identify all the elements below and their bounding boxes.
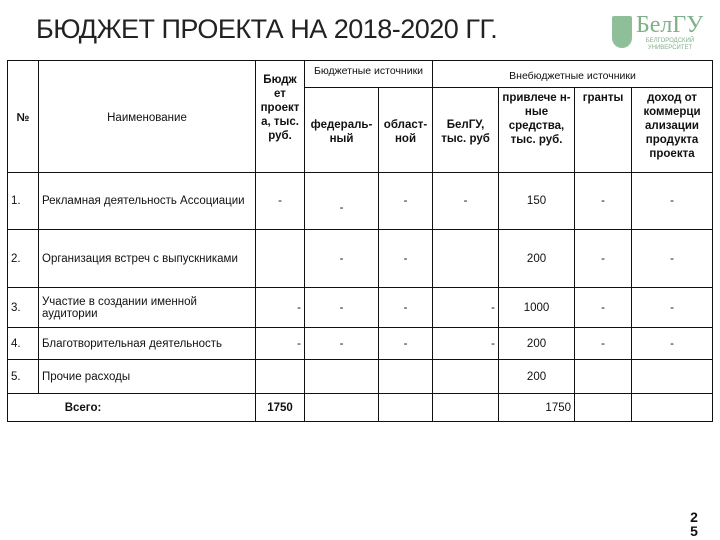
row-name: Организация встреч с выпускниками (39, 230, 256, 288)
header-budget-sources: Бюджетные источники (305, 61, 433, 88)
row-grants (575, 360, 632, 394)
row-attracted: 200 (499, 328, 575, 360)
row-budget (256, 360, 305, 394)
budget-table (7, 60, 713, 422)
row-num: 5. (8, 360, 39, 394)
row-num: 1. (8, 173, 39, 230)
table-row (8, 173, 713, 230)
header-grants: гранты (575, 88, 632, 173)
row-attracted: 1000 (499, 288, 575, 328)
header-num: № (8, 61, 39, 173)
table-row (8, 288, 713, 328)
row-regional: - (379, 328, 433, 360)
row-attracted: 150 (499, 173, 575, 230)
logo-subtitle: БЕЛГОРОДСКИЙ УНИВЕРСИТЕТ (645, 38, 695, 51)
total-label: Всего: (8, 394, 256, 422)
row-federal: - (305, 173, 379, 230)
row-commercial: - (632, 328, 713, 360)
table-row (8, 230, 713, 288)
row-attracted: 200 (499, 360, 575, 394)
row-regional: - (379, 288, 433, 328)
row-belgu (433, 230, 499, 288)
header-budget: Бюдж ет проект а, тыс. руб. (256, 61, 305, 173)
row-regional: - (379, 173, 433, 230)
total-attracted: 1750 (499, 394, 575, 422)
row-grants: - (575, 230, 632, 288)
row-belgu: - (433, 173, 499, 230)
logo-name: БелГУ (636, 12, 704, 38)
row-commercial: - (632, 288, 713, 328)
row-commercial (632, 360, 713, 394)
row-name: Благотворительная деятельность (39, 328, 256, 360)
row-federal (305, 360, 379, 394)
row-attracted: 200 (499, 230, 575, 288)
row-budget (256, 230, 305, 288)
row-num: 2. (8, 230, 39, 288)
row-belgu (433, 360, 499, 394)
header-belgu: БелГУ, тыс. руб (433, 88, 499, 173)
page-number: 2 5 (690, 509, 698, 539)
row-commercial: - (632, 173, 713, 230)
row-regional: - (379, 230, 433, 288)
row-num: 4. (8, 328, 39, 360)
row-belgu: - (433, 328, 499, 360)
row-regional (379, 360, 433, 394)
header-federal: федераль-ный (305, 88, 379, 173)
header-regional: област-ной (379, 88, 433, 173)
header-attracted: привлече н-ные средства, тыс. руб. (499, 88, 575, 173)
shield-icon (612, 16, 632, 48)
header-name: Наименование (39, 61, 256, 173)
total-budget: 1750 (256, 394, 305, 422)
row-federal: - (305, 230, 379, 288)
row-grants: - (575, 288, 632, 328)
row-name: Участие в создании именной аудитории (39, 288, 256, 328)
slide-title: БЮДЖЕТ ПРОЕКТА НА 2018-2020 ГГ. (36, 14, 498, 44)
row-belgu: - (433, 288, 499, 328)
header-extra-sources: Внебюджетные источники (433, 61, 713, 88)
row-name: Рекламная деятельность Ассоциации (39, 173, 256, 230)
table-row (8, 360, 713, 394)
row-num: 3. (8, 288, 39, 328)
belgu-logo (612, 14, 702, 54)
total-row (8, 394, 713, 422)
row-budget: - (256, 173, 305, 230)
table-row (8, 328, 713, 360)
header-commercial: доход от коммерци ализации продукта проекта (632, 88, 713, 173)
row-grants: - (575, 328, 632, 360)
row-commercial: - (632, 230, 713, 288)
row-budget: - (256, 288, 305, 328)
row-federal: - (305, 288, 379, 328)
row-federal: - (305, 328, 379, 360)
row-budget: - (256, 328, 305, 360)
row-grants: - (575, 173, 632, 230)
row-name: Прочие расходы (39, 360, 256, 394)
